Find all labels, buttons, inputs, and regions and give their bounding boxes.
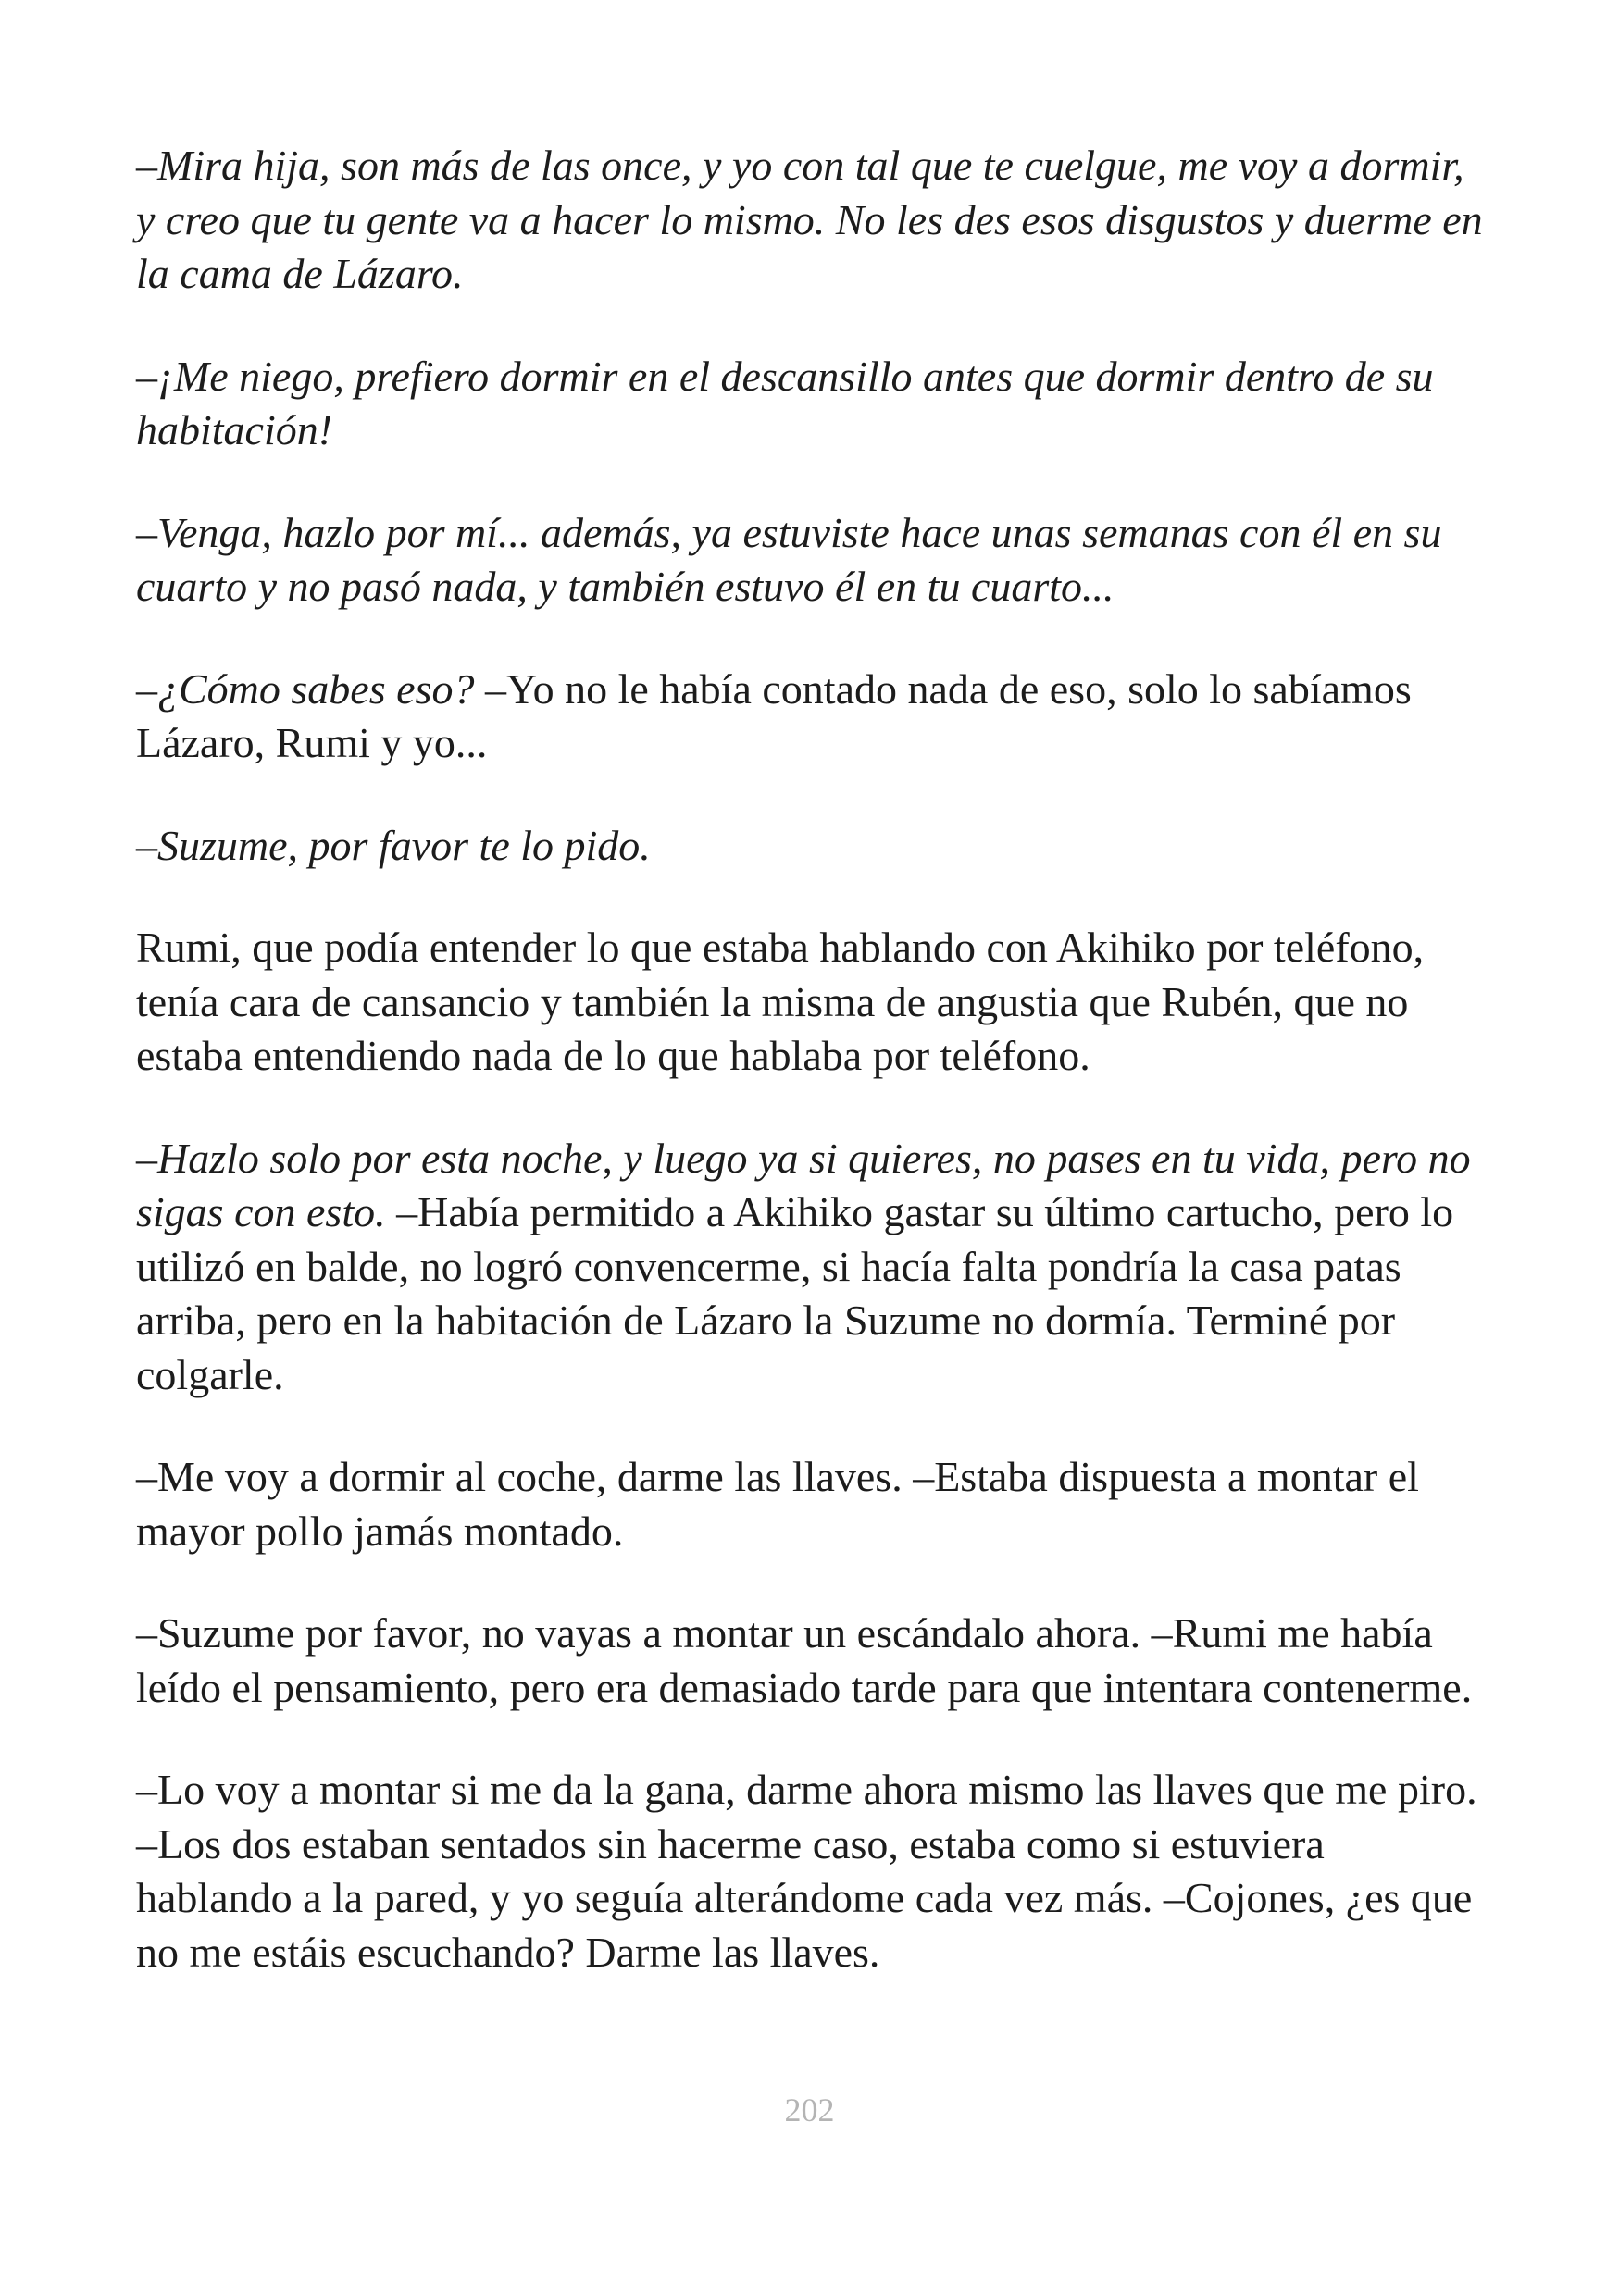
- paragraph-8: [136, 1450, 1483, 1558]
- paragraph-segment: –Lo voy a montar si me da la gana, darme ahora mismo las llaves que me piro. –Los dos estaban sentados sin hacerme caso, estaba como si estuviera hablando a la pared, y yo seguía alterándome cada vez más. –Cojones, ¿es que no me estáis escuchando? Darme las llaves.: [136, 1766, 1477, 1976]
- paragraph-1: [136, 139, 1483, 302]
- paragraph-segment: –Mira hija, son más de las once, y yo con tal que te cuelgue, me voy a dormir, y creo que tu gente va a hacer lo mismo. No les des esos disgustos y duerme en la cama de Lázaro.: [136, 142, 1483, 297]
- paragraph-segment: –Me voy a dormir al coche, darme las llaves. –Estaba dispuesta a montar el mayor pollo jamás montado.: [136, 1453, 1419, 1555]
- paragraph-segment: –¡Me niego, prefiero dormir en el descansillo antes que dormir dentro de su habitación!: [136, 352, 1434, 453]
- paragraph-9: [136, 1607, 1483, 1715]
- paragraph-segment: –Suzume por favor, no vayas a montar un escándalo ahora. –Rumi me había leído el pensamiento, pero era demasiado tarde para que intentara contenerme.: [136, 1609, 1473, 1711]
- paragraph-segment: –Yo no le había contado nada de eso, solo lo sabíamos Lázaro, Rumi y yo...: [136, 664, 1412, 766]
- paragraph-segment: –Hazlo solo por esta noche, y luego ya si quieres, no pases en tu vida, pero no sigas con esto.: [136, 1134, 1471, 1235]
- paragraph-segment: –¿Cómo sabes eso?: [136, 664, 485, 713]
- paragraph-segment: Rumi, que podía entender lo que estaba hablando con Akihiko por teléfono, tenía cara de cansancio y también la misma de angustia que Rubén, que no estaba entendiendo nada de lo que hablaba por teléfono.: [136, 924, 1425, 1079]
- paragraph-segment: –Había permitido a Akihiko gastar su último cartucho, pero lo utilizó en balde, no logró convencerme, si hacía falta pondría la casa patas arriba, pero en la habitación de Lázaro la Suzume no dormía. Terminé por colgarle.: [136, 1188, 1454, 1398]
- paragraph-7: [136, 1132, 1483, 1403]
- page-body-text: [136, 0, 1483, 1980]
- paragraph-5: [136, 819, 1483, 874]
- page-number: 202: [784, 2091, 835, 2128]
- paragraph-6: [136, 921, 1483, 1084]
- paragraph-10: [136, 1763, 1483, 1980]
- paragraph-segment: –Venga, hazlo por mí... además, ya estuviste hace unas semanas con él en su cuarto y no pasó nada, y también estuvo él en tu cuarto...: [136, 508, 1442, 610]
- paragraph-4: [136, 663, 1483, 771]
- paragraph-segment: –Suzume, por favor te lo pido.: [136, 821, 651, 869]
- paragraph-2: [136, 350, 1483, 458]
- paragraph-3: [136, 506, 1483, 614]
